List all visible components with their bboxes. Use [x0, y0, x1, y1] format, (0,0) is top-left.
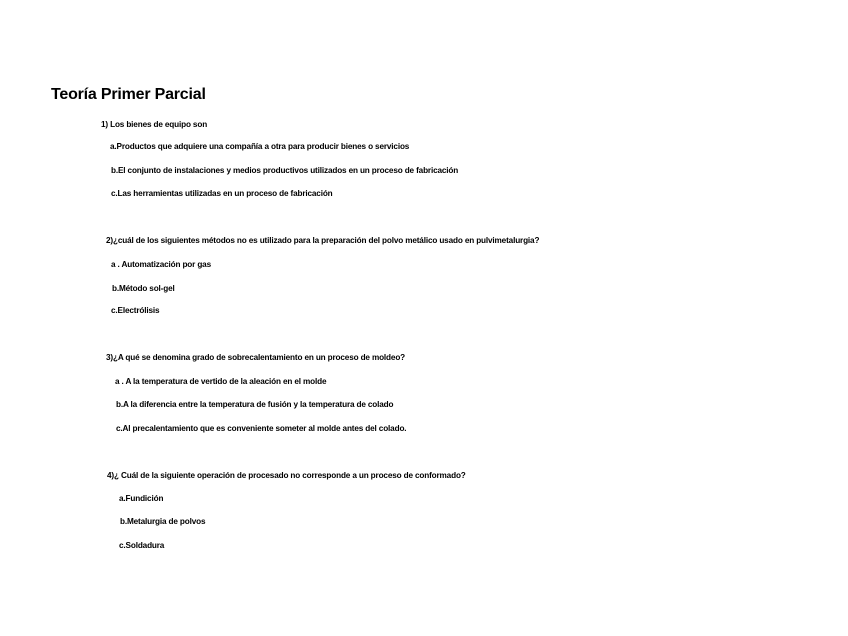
question-4-prompt: 4)¿ Cuál de la siguiente operación de procesado no corresponde a un proceso de conformado?	[107, 471, 466, 480]
question-1-option-a: a.Productos que adquiere una compañía a otra para producir bienes o servicios	[110, 142, 410, 151]
question-1-option-c: c.Las herramientas utilizadas en un proceso de fabricación	[111, 189, 333, 198]
question-3-option-c: c.Al precalentamiento que es conveniente someter al molde antes del colado.	[116, 424, 407, 433]
question-1-prompt: 1) Los bienes de equipo son	[101, 120, 208, 129]
page-title: Teoría Primer Parcial	[51, 86, 206, 103]
question-4-option-b: b.Metalurgia de polvos	[120, 517, 206, 526]
question-2-option-c: c.Electrólisis	[111, 306, 160, 315]
question-3-option-b: b.A la diferencia entre la temperatura de fusión y la temperatura de colado	[116, 400, 394, 409]
question-2-option-b: b.Método sol-gel	[112, 284, 175, 293]
question-2-option-a: a . Automatización por gas	[111, 260, 211, 269]
question-3-prompt: 3)¿A qué se denomina grado de sobrecalentamiento en un proceso de moldeo?	[106, 353, 406, 362]
question-3-option-a: a . A la temperatura de vertido de la aleación en el molde	[115, 377, 327, 386]
question-4-option-c: c.Soldadura	[119, 541, 165, 550]
question-1-option-b: b.El conjunto de instalaciones y medios productivos utilizados en un proceso de fabricación	[111, 166, 459, 175]
question-2-prompt: 2)¿cuál de los siguientes métodos no es utilizado para la preparación del polvo metálico usado en pulvimetalurgia?	[106, 236, 540, 245]
question-4-option-a: a.Fundición	[119, 494, 164, 503]
